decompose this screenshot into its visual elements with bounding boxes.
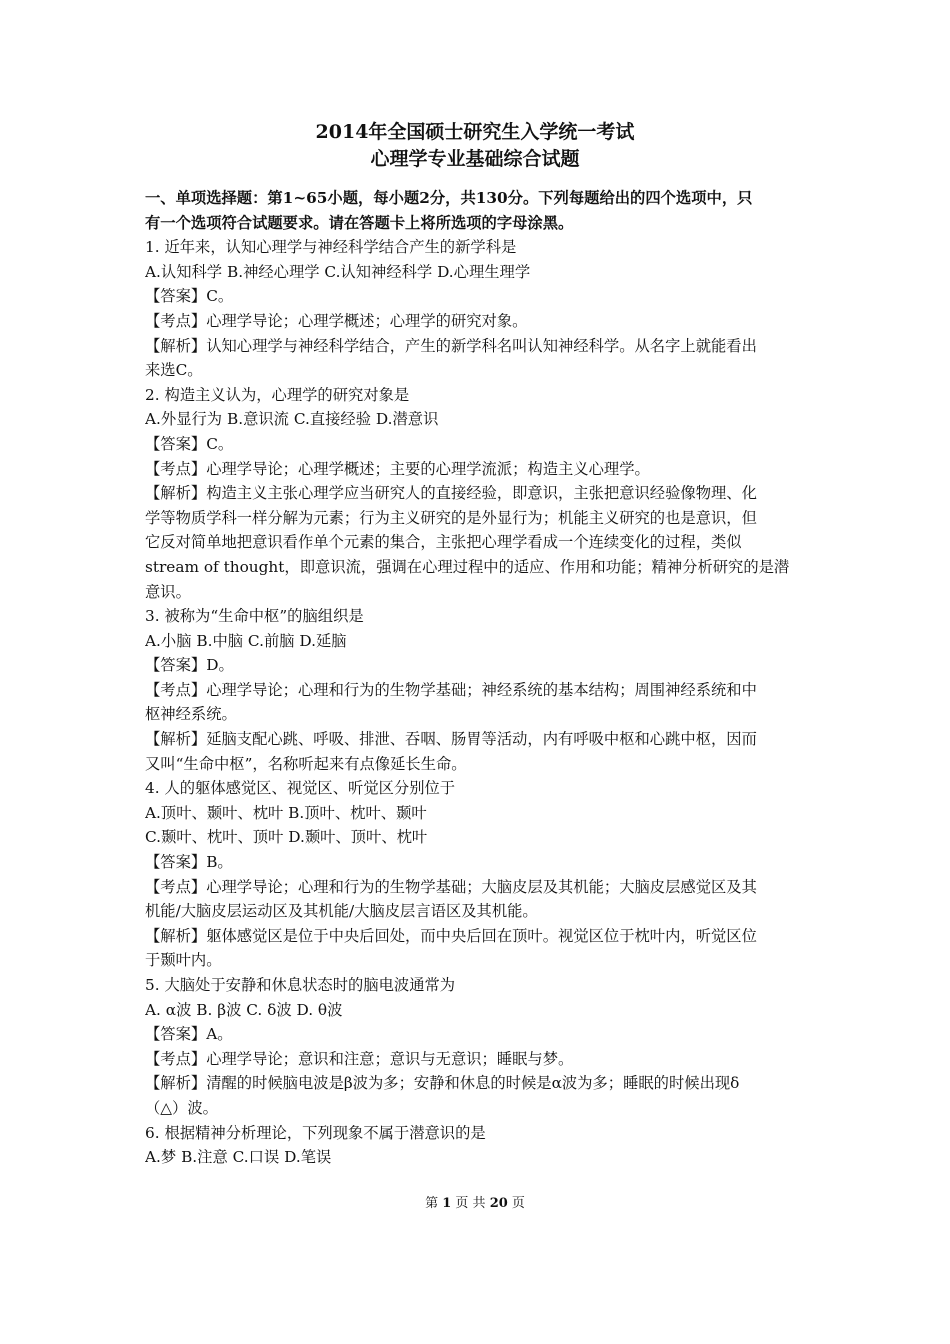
text-line: 【答案】D。 xyxy=(145,656,234,675)
text-line: 【解析】认知心理学与神经科学结合，产生的新学科名叫认知神经科学。从名字上就能看出 xyxy=(145,336,757,355)
text-line: 来选C。 xyxy=(145,361,203,380)
text-line: 【考点】心理学导论；心理和行为的生物学基础；大脑皮层及其机能；大脑皮层感觉区及其 xyxy=(145,877,757,896)
text-line: A.认知科学 B.神经心理学 C.认知神经科学 D.心理生理学 xyxy=(145,262,531,281)
text-line: 【考点】心理学导论；心理学概述；主要的心理学流派；构造主义心理学。 xyxy=(145,459,650,478)
text-line: A.外显行为 B.意识流 C.直接经验 D.潜意识 xyxy=(145,410,439,429)
text-line: A.梦 B.注意 C.口误 D.笔误 xyxy=(145,1148,332,1167)
text-line: A.顶叶、颞叶、枕叶 B.顶叶、枕叶、颞叶 xyxy=(145,803,427,822)
text-line: 学等物质学科一样分解为元素；行为主义研究的是外显行为；机能主义研究的也是意识，但 xyxy=(145,508,757,527)
text-line: 它反对简单地把意识看作单个元素的集合，主张把心理学看成一个连续变化的过程，类似 xyxy=(145,533,742,552)
text-line: C.颞叶、枕叶、顶叶 D.颞叶、顶叶、枕叶 xyxy=(145,828,428,847)
text-line: 2. 构造主义认为，心理学的研究对象是 xyxy=(145,385,410,404)
text-line: （△）波。 xyxy=(145,1098,218,1117)
page-footer xyxy=(0,1192,950,1211)
text-line: stream of thought，即意识流，强调在心理过程中的适应、作用和功能；精神分析研究的是潜 xyxy=(145,557,790,576)
text-line: 【解析】构造主义主张心理学应当研究人的直接经验，即意识，主张把意识经验像物理、化 xyxy=(145,484,757,503)
text-line: 【答案】C。 xyxy=(145,434,234,453)
text-line: A. α波 B. β波 C. δ波 D. θ波 xyxy=(145,1000,343,1019)
total-page-count: 20 xyxy=(489,1196,508,1211)
text-line: 于颞叶内。 xyxy=(145,951,222,970)
text-line: 意识。 xyxy=(145,582,191,601)
footer-middle: 页 共 xyxy=(455,1196,486,1211)
text-line: 3. 被称为“生命中枢”的脑组织是 xyxy=(145,607,364,626)
text-line: 【答案】B。 xyxy=(145,853,233,872)
footer-suffix: 页 xyxy=(511,1196,525,1211)
text-line: 又叫“生命中枢”，名称听起来有点像延长生命。 xyxy=(145,754,467,773)
text-line: 4. 人的躯体感觉区、视觉区、听觉区分别位于 xyxy=(145,779,456,798)
text-line: 枢神经系统。 xyxy=(145,705,237,724)
text-line: 【考点】心理学导论；心理和行为的生物学基础；神经系统的基本结构；周围神经系统和中 xyxy=(145,680,757,699)
text-line: 【解析】躯体感觉区是位于中央后回处，而中央后回在顶叶。视觉区位于枕叶内，听觉区位 xyxy=(145,926,757,945)
text-line: 【答案】C。 xyxy=(145,287,234,306)
section-heading-line: 有一个选项符合试题要求。请在答题卡上将所选项的字母涂黑。 xyxy=(145,213,574,232)
text-line: 6. 根据精神分析理论，下列现象不属于潜意识的是 xyxy=(145,1123,486,1142)
text-line: 1. 近年来，认知心理学与神经科学结合产生的新学科是 xyxy=(145,238,517,257)
exam-title: 2014年全国硕士研究生入学统一考试 xyxy=(315,121,635,143)
exam-subtitle: 心理学专业基础综合试题 xyxy=(370,148,580,170)
current-page-number: 1 xyxy=(442,1196,452,1211)
text-line: 5. 大脑处于安静和休息状态时的脑电波通常为 xyxy=(145,976,456,994)
text-line: 【考点】心理学导论；心理学概述；心理学的研究对象。 xyxy=(145,311,528,330)
text-line: A.小脑 B.中脑 C.前脑 D.延脑 xyxy=(145,631,347,650)
text-line: 【答案】A。 xyxy=(145,1025,233,1044)
text-line: 【考点】心理学导论；意识和注意；意识与无意识；睡眠与梦。 xyxy=(145,1049,574,1068)
text-line: 机能/大脑皮层运动区及其机能/大脑皮层言语区及其机能。 xyxy=(145,902,538,921)
question-content xyxy=(145,186,810,1170)
text-line: 【解析】清醒的时候脑电波是β波为多；安静和休息的时候是α波为多；睡眠的时候出现δ xyxy=(145,1074,740,1093)
footer-prefix: 第 xyxy=(425,1196,439,1211)
section-heading-line: 一、单项选择题：第1~65小题，每小题2分，共130分。下列每题给出的四个选项中，只 xyxy=(145,189,753,207)
text-line: 【解析】延脑支配心跳、呼吸、排泄、吞咽、肠胃等活动，内有呼吸中枢和心跳中枢，因而 xyxy=(145,730,757,749)
